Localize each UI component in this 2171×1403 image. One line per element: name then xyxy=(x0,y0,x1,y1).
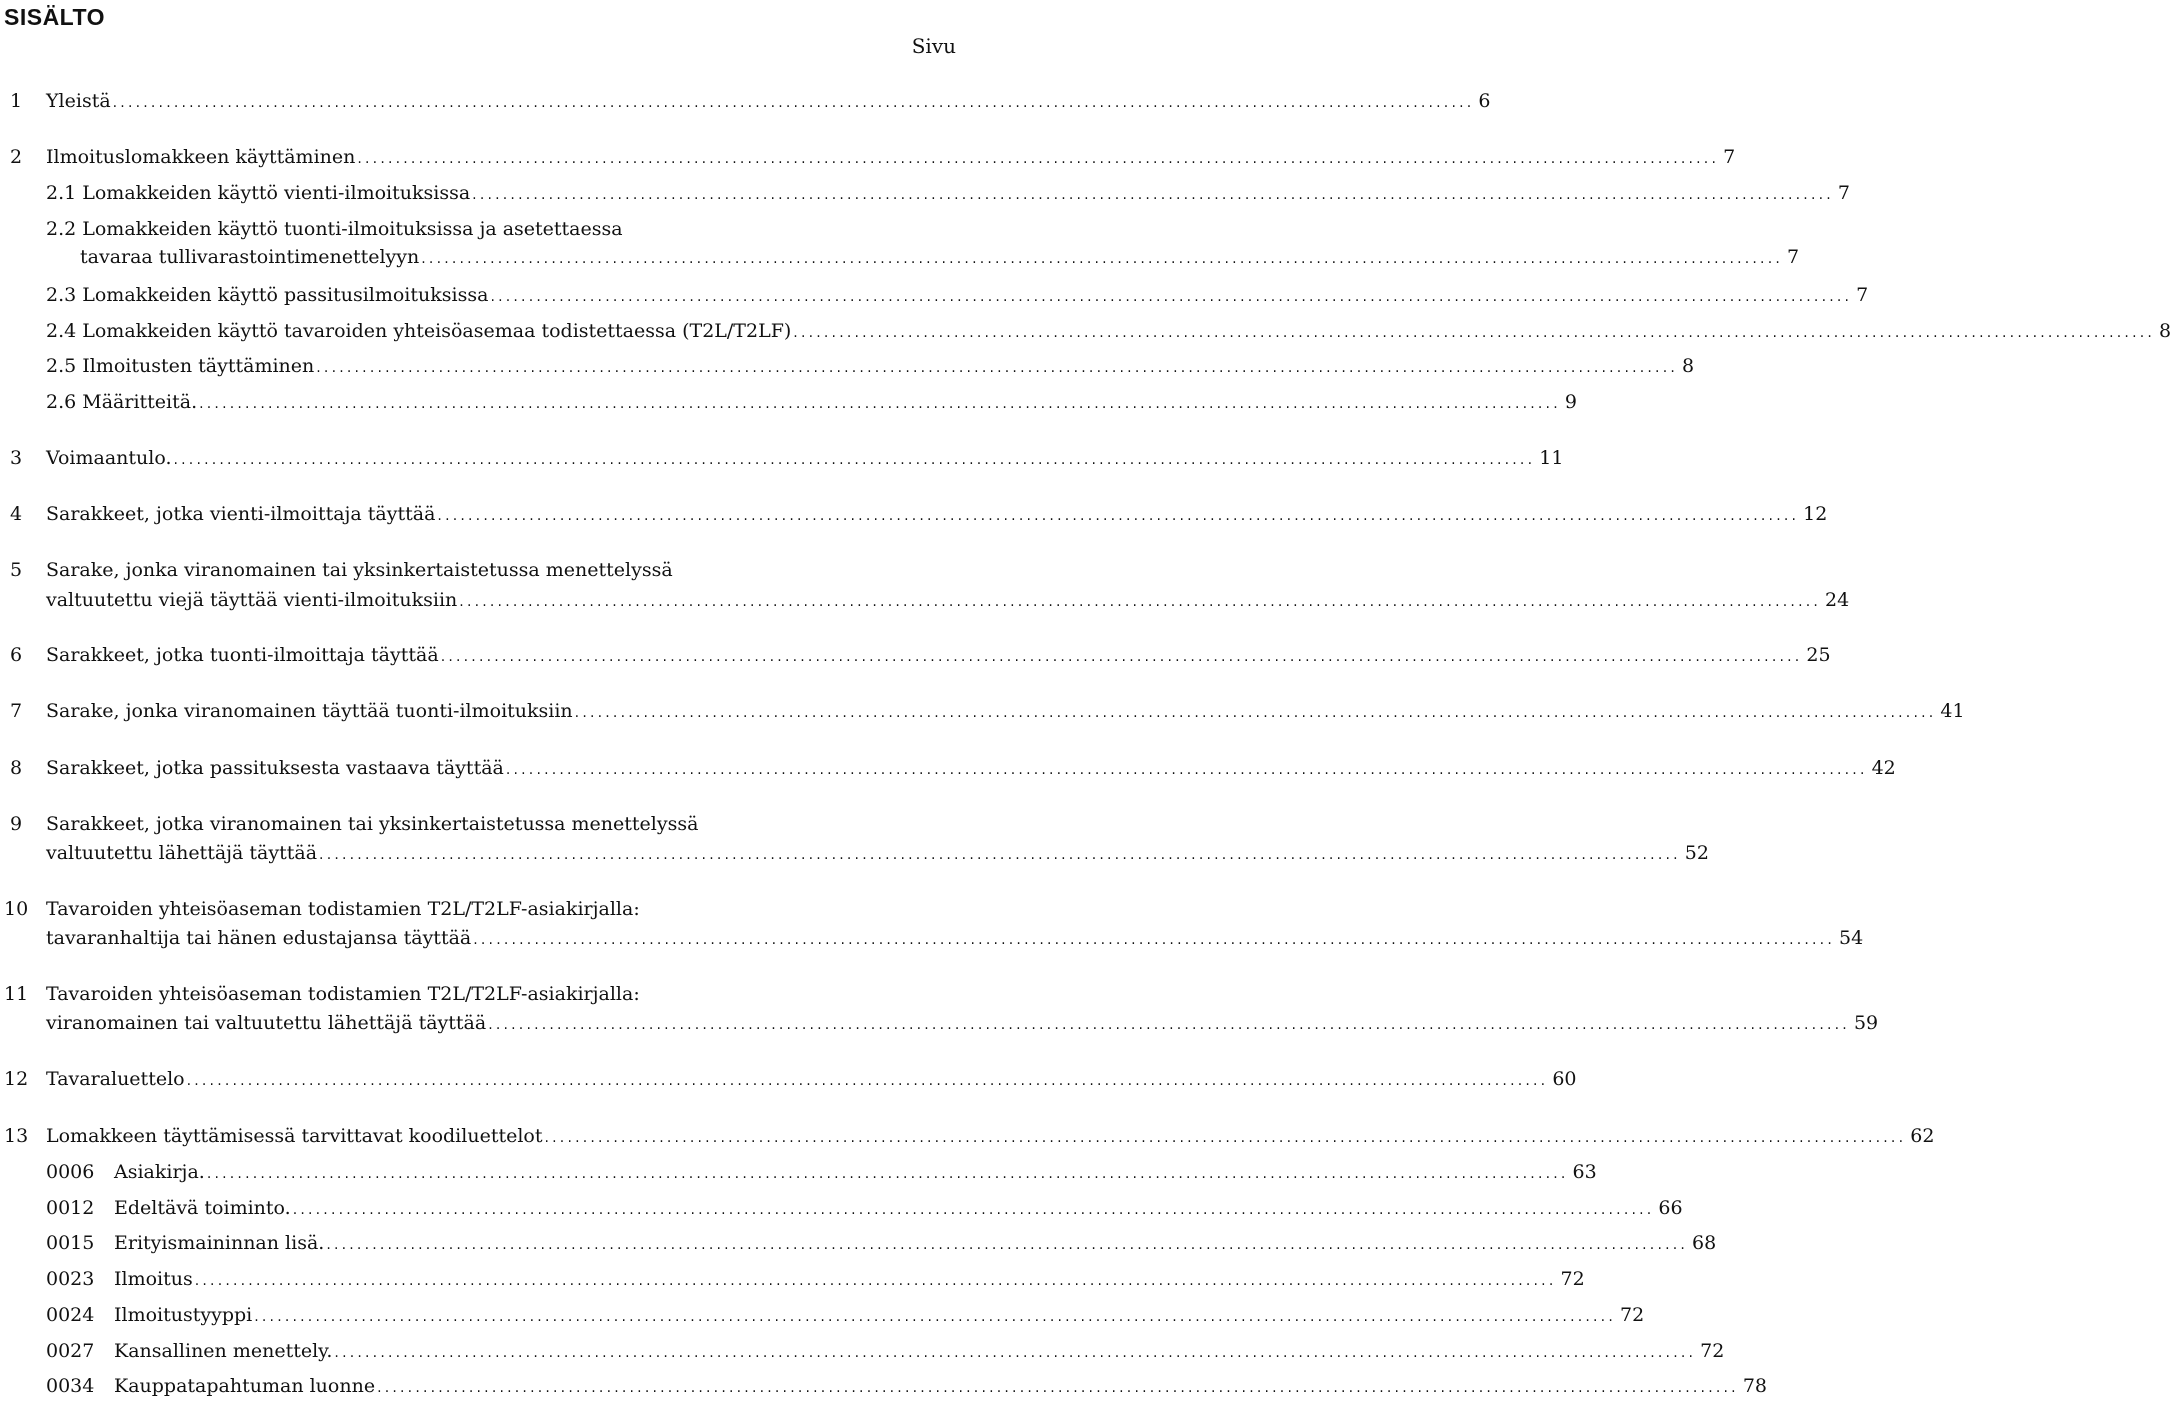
toc-entry-number: 11 xyxy=(4,983,29,1005)
code-label: Ilmoitus xyxy=(114,1268,193,1290)
toc-entry-title: Tavaraluettelo xyxy=(46,1068,185,1090)
code-number: 0024 xyxy=(46,1304,95,1326)
toc-entry-number: 12 xyxy=(4,1068,29,1090)
dot-leader: .................................................................................................................................................................................. xyxy=(357,151,1720,167)
toc-entry-number: 6 xyxy=(10,644,23,666)
dot-leader: .................................................................................................................................................................................. xyxy=(316,360,1678,376)
toc-entry-title: Yleistä xyxy=(46,90,111,112)
toc-entry-page: 42 xyxy=(1871,757,1896,779)
dot-leader: .................................................................................................................................................................................. xyxy=(793,325,2156,341)
toc-entry-page: 7 xyxy=(1856,284,1869,306)
toc-entry-title: viranomainen tai valtuutettu lähettäjä täyttää xyxy=(46,1012,487,1034)
toc-entry-title-line: 2.2 Lomakkeiden käyttö tuonti-ilmoituksissa ja asetettaessa xyxy=(46,218,623,240)
toc-entry-page: 25 xyxy=(1806,644,1831,666)
toc-entry-page: 8 xyxy=(1682,355,1695,377)
code-number: 0006 xyxy=(46,1161,95,1183)
code-page: 68 xyxy=(1692,1232,1717,1254)
dot-leader: .................................................................................................................................................................................. xyxy=(292,1202,1655,1218)
dot-leader: .................................................................................................................................................................................. xyxy=(421,251,1783,267)
dot-leader: .................................................................................................................................................................................. xyxy=(194,1273,1557,1289)
toc-entry-page: 9 xyxy=(1564,391,1577,413)
toc-entry-page: 52 xyxy=(1684,842,1709,864)
toc-entry-title: Sarakkeet, jotka vienti-ilmoittaja täyttää xyxy=(46,503,436,525)
toc-entry-number: 7 xyxy=(10,700,23,722)
code-label: Kansallinen menettely. xyxy=(114,1340,333,1362)
code-label: Kauppatapahtuman luonne xyxy=(114,1375,376,1397)
dot-leader: .................................................................................................................................................................................. xyxy=(112,95,1475,111)
toc-entry-number: 1 xyxy=(10,90,23,112)
toc-entry-page: 24 xyxy=(1825,589,1850,611)
toc-entry-number: 13 xyxy=(4,1125,29,1147)
dot-leader: .................................................................................................................................................................................. xyxy=(544,1130,1907,1146)
dot-leader: .................................................................................................................................................................................. xyxy=(326,1237,1689,1253)
dot-leader: .................................................................................................................................................................................. xyxy=(334,1345,1697,1361)
toc-entry-number: 10 xyxy=(4,898,29,920)
toc-entry-title: Lomakkeen täyttämisessä tarvittavat koodiluettelot xyxy=(46,1125,543,1147)
toc-entry-number: 8 xyxy=(10,757,23,779)
toc-entry-title: valtuutettu viejä täyttää vienti-ilmoituksiin xyxy=(46,589,458,611)
toc-entry-title: Sarakkeet, jotka tuonti-ilmoittaja täyttää xyxy=(46,644,439,666)
dot-leader: .................................................................................................................................................................................. xyxy=(254,1309,1616,1325)
toc-entry-title-line: Sarake, jonka viranomainen tai yksinkertaistetussa menettelyssä xyxy=(46,559,673,581)
toc-entry-page: 12 xyxy=(1803,503,1828,525)
toc-entry-title: Ilmoituslomakkeen käyttäminen xyxy=(46,146,356,168)
code-page: 72 xyxy=(1700,1340,1725,1362)
code-page: 72 xyxy=(1560,1268,1585,1290)
code-number: 0034 xyxy=(46,1375,95,1397)
dot-leader: .................................................................................................................................................................................. xyxy=(574,705,1937,721)
toc-entry-title: 2.5 Ilmoitusten täyttäminen xyxy=(46,355,315,377)
code-label: Edeltävä toiminto. xyxy=(114,1197,291,1219)
toc-entry-number: 5 xyxy=(10,559,23,581)
code-number: 0027 xyxy=(46,1340,95,1362)
code-page: 63 xyxy=(1572,1161,1597,1183)
code-page: 72 xyxy=(1619,1304,1645,1326)
toc-entry-page: 59 xyxy=(1853,1012,1879,1034)
toc-entry-title-line: Sarakkeet, jotka viranomainen tai yksinkertaistetussa menettelyssä xyxy=(46,813,699,835)
toc-entry-number: 2 xyxy=(10,146,23,168)
dot-leader: .................................................................................................................................................................................. xyxy=(473,932,1835,948)
toc-entry-title: Sarake, jonka viranomainen täyttää tuonti-ilmoituksiin xyxy=(46,700,573,722)
dot-leader: .................................................................................................................................................................................. xyxy=(437,508,1800,524)
code-number: 0015 xyxy=(46,1232,95,1254)
dot-leader: .................................................................................................................................................................................. xyxy=(472,187,1834,203)
code-number: 0023 xyxy=(46,1268,95,1290)
code-page: 78 xyxy=(1742,1375,1767,1397)
dot-leader: .................................................................................................................................................................................. xyxy=(490,289,1853,305)
toc-entry-title: Sarakkeet, jotka passituksesta vastaava täyttää xyxy=(46,757,504,779)
dot-leader: .................................................................................................................................................................................. xyxy=(459,594,1822,610)
toc-entry-number: 3 xyxy=(10,447,23,469)
toc-entry-page: 7 xyxy=(1837,182,1850,204)
toc-entry-title: Voimaantulo. xyxy=(46,447,172,469)
toc-entry-title: 2.6 Määritteitä. xyxy=(46,391,198,413)
toc-entry-title-line: Tavaroiden yhteisöaseman todistamien T2L/T2LF-asiakirjalla: xyxy=(46,983,640,1005)
toc-entry-title: 2.3 Lomakkeiden käyttö passitusilmoituksissa xyxy=(46,284,489,306)
toc-entry-title: 2.4 Lomakkeiden käyttö tavaroiden yhteisöasemaa todistettaessa (T2L/T2LF) xyxy=(46,320,792,342)
dot-leader: .................................................................................................................................................................................. xyxy=(377,1380,1739,1396)
code-number: 0012 xyxy=(46,1197,95,1219)
toc-entry-page: 54 xyxy=(1838,927,1864,949)
toc-entry-title: valtuutettu lähettäjä täyttää xyxy=(46,842,318,864)
dot-leader: .................................................................................................................................................................................. xyxy=(199,396,1561,412)
toc-entry-title: 2.1 Lomakkeiden käyttö vienti-ilmoituksissa xyxy=(46,182,471,204)
dot-leader: .................................................................................................................................................................................. xyxy=(488,1017,1850,1033)
dot-leader: .................................................................................................................................................................................. xyxy=(186,1073,1549,1089)
toc-entry-number: 4 xyxy=(10,503,23,525)
toc-entry-number: 9 xyxy=(10,813,23,835)
code-page: 66 xyxy=(1658,1197,1683,1219)
code-label: Asiakirja. xyxy=(114,1161,205,1183)
dot-leader: .................................................................................................................................................................................. xyxy=(440,649,1803,665)
toc-entry-page: 7 xyxy=(1787,246,1800,268)
code-label: Erityismaininnan lisä. xyxy=(114,1232,325,1254)
page-title: SISÄLTO xyxy=(4,4,106,30)
toc-entry-title: tavaranhaltija tai hänen edustajansa täyttää xyxy=(46,927,472,949)
toc-entry-page: 11 xyxy=(1539,447,1564,469)
toc-entry-title-line: Tavaroiden yhteisöaseman todistamien T2L/T2LF-asiakirjalla: xyxy=(46,898,640,920)
dot-leader: .................................................................................................................................................................................. xyxy=(206,1166,1569,1182)
toc-entry-page: 60 xyxy=(1552,1068,1577,1090)
code-label: Ilmoitustyyppi xyxy=(114,1304,253,1326)
toc-entry-title: tavaraa tullivarastointimenettelyyn xyxy=(80,246,420,268)
dot-leader: .................................................................................................................................................................................. xyxy=(505,762,1868,778)
toc-entry-page: 62 xyxy=(1910,1125,1935,1147)
page-column-label: Sivu xyxy=(911,34,956,58)
toc-entry-page: 6 xyxy=(1478,90,1491,112)
toc-entry-page: 41 xyxy=(1940,700,1965,722)
dot-leader: .................................................................................................................................................................................. xyxy=(319,847,1681,863)
toc-entry-page: 7 xyxy=(1723,146,1736,168)
dot-leader: .................................................................................................................................................................................. xyxy=(173,452,1536,468)
toc-entry-page: 8 xyxy=(2159,320,2171,342)
